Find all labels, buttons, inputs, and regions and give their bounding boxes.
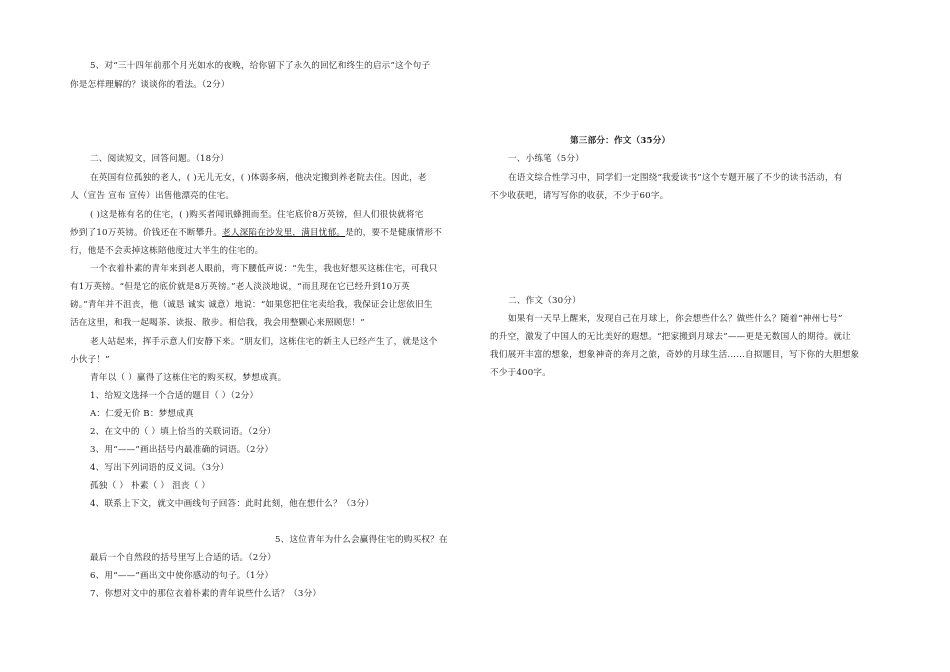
question-4-words: 孤独（ ） 朴素（ ） 沮丧（ ） xyxy=(90,481,211,491)
question-4: 4、写出下列词语的反义词。（3分） xyxy=(90,463,229,473)
passage-p2-line-1: ( )这是栋有名的住宅，( )购买者闻讯蜂拥而至。住宅底价8万英镑，但人们很快就将宅 xyxy=(90,210,424,220)
practice-heading: 一、小练笔（5分） xyxy=(508,154,585,164)
reading-section-heading: 二、阅读短文，回答问题。（18分） xyxy=(90,154,229,164)
question-2: 2、在文中的（ ）填上恰当的关联词语。（2分） xyxy=(90,427,276,437)
passage-p3-line-2: 有1万英镑。“但是它的底价就是8万英镑。”老人淡淡地说，“而且现在它已经升到10万英 xyxy=(70,282,410,292)
passage-p3-line-1: 一个衣着朴素的青年来到老人眼前，弯下腰低声说：“先生，我也好想买这栋住宅，可我只 xyxy=(90,264,438,274)
composition-heading: 二、作文（30分） xyxy=(508,296,581,306)
underlined-sentence: 老人深陷在沙发里，满目忧郁。 xyxy=(222,228,346,238)
passage-p1-line-1: 在英国有位孤独的老人，( )无儿无女，( )体弱多病，他决定搬到养老院去住。因此，老 xyxy=(90,173,427,183)
question-3: 3、用“——”画出括号内最准确的词语。（2分） xyxy=(90,445,274,455)
question-5-line-2: 你是怎样理解的？谈谈你的看法。（2分） xyxy=(70,80,230,90)
composition-line-3: 我们展开丰富的想象，想象神奇的奔月之旅，奇妙的月球生活……自拟题目，写下你的大胆想象 xyxy=(490,350,860,360)
passage-p3-line-3: 磅。”青年并不沮丧，他（诚恳 诚实 诚意）地说：“如果您把住宅卖给我，我保证会让您依旧生 xyxy=(70,300,433,310)
passage-p2-text: 炒到了10万英镑。价钱还在不断攀升。 xyxy=(70,228,223,238)
composition-line-2: 的升空，激发了中国人的无比美好的遐想。“把家搬到月球去”——更是无数国人的期待。就让 xyxy=(490,332,851,342)
composition-line-4: 不少于400字。 xyxy=(490,368,551,378)
question-4b: 4、联系上下文，就文中画线句子回答：此时此刻，他在想什么？（3分） xyxy=(90,499,374,509)
composition-line-1: 如果有一天早上醒来，发现自己在月球上，你会想些什么？做些什么？随着“神州七号” xyxy=(508,314,843,324)
passage-p2-line-2 xyxy=(70,228,442,239)
question-1-options: A：仁爱无价 B：梦想成真 xyxy=(90,409,194,419)
passage-p3-line-4: 活在这里，和我一起喝茶、读报、散步。相信我，我会用整颗心来照顾您！” xyxy=(70,318,365,328)
question-6: 6、用“——”画出文中使你感动的句子。（1分） xyxy=(90,571,274,581)
practice-line-1: 在语文综合性学习中，同学们一定围绕“我爱读书”这个专题开展了不少的读书活动，有 xyxy=(508,173,843,183)
question-5b-line-1: 5、这位青年为什么会赢得住宅的购买权？在 xyxy=(275,535,448,545)
part-three-heading: 第三部分：作文（35分） xyxy=(570,136,671,146)
passage-p5-line: 青年以（ ）赢得了这栋住宅的购买权，梦想成真。 xyxy=(90,373,287,383)
passage-p4-line-2: 小伙子！” xyxy=(70,355,110,365)
passage-p2-text-post: 是的，要不是健康情形不 xyxy=(345,228,442,238)
question-5b-line-2: 最后一个自然段的括号里写上合适的话。（2分） xyxy=(90,553,277,563)
question-7: 7、你想对文中的那位衣着朴素的青年说些什么话？（3分） xyxy=(90,589,322,599)
question-1: 1、给短文选择一个合适的题目（ ）（2分） xyxy=(90,391,259,401)
passage-p2-line-3: 行，他是不会卖掉这栋陪他度过大半生的住宅的。 xyxy=(70,246,264,256)
practice-line-2: 不少收获吧，请写写你的收获，不少于60字。 xyxy=(490,191,669,201)
question-5-line-1: 5、对“三十四年前那个月光如水的夜晚，给你留下了永久的回忆和终生的启示”这个句子 xyxy=(90,61,431,71)
passage-p4-line-1: 老人站起来，挥手示意人们安静下来。“朋友们，这栋住宅的新主人已经产生了，就是这个 xyxy=(90,337,438,347)
passage-p1-line-2: 人（宣告 宣布 宣传）出售他漂亮的住宅。 xyxy=(70,191,235,201)
